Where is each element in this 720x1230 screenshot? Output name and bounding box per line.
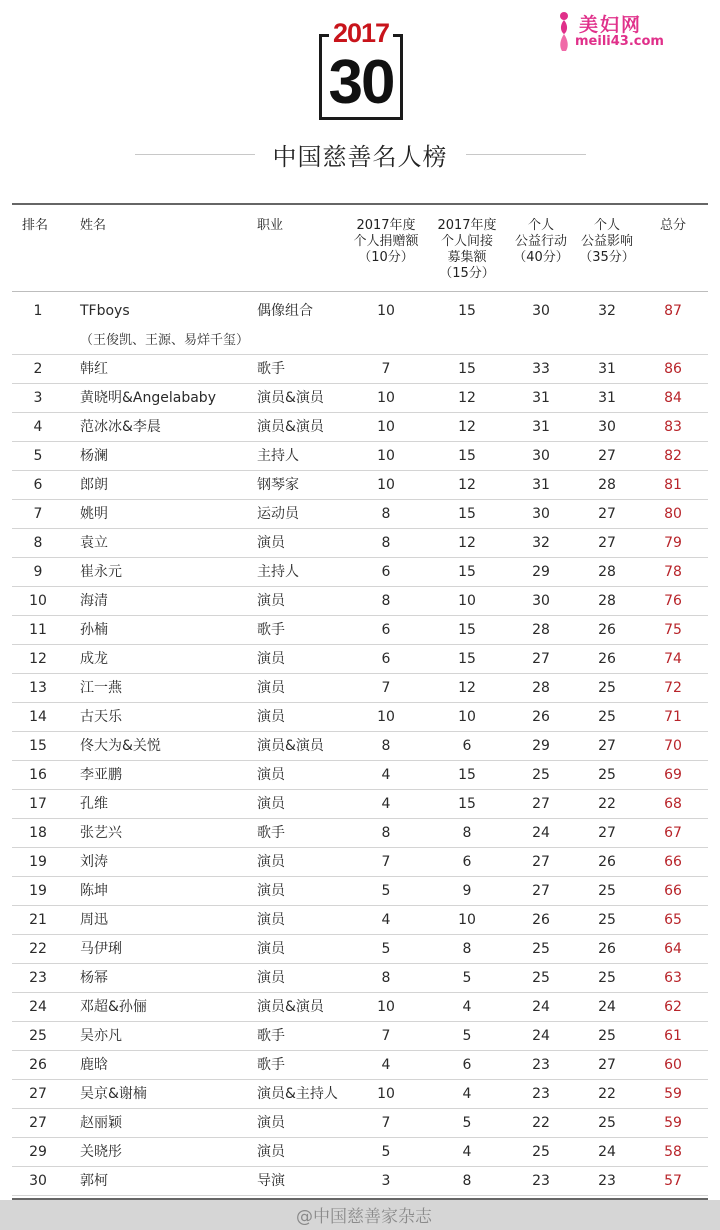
action-score-cell: 30 xyxy=(532,506,550,522)
influence-score-cell: 25 xyxy=(598,709,616,725)
action-score-cell: 27 xyxy=(532,796,550,812)
name-cell: 成龙 xyxy=(80,651,108,667)
influence-score-cell: 25 xyxy=(598,912,616,928)
action-score-cell: 30 xyxy=(532,303,550,319)
action-score-cell: 30 xyxy=(532,448,550,464)
donation-score-cell: 7 xyxy=(381,361,391,377)
name-cell: 吴亦凡 xyxy=(80,1028,122,1044)
table-row xyxy=(12,848,708,877)
influence-score-cell: 28 xyxy=(598,593,616,609)
table-row xyxy=(12,819,708,848)
name-cell: 杨澜 xyxy=(80,448,108,464)
donation-score-cell: 4 xyxy=(381,796,391,812)
rank-cell: 8 xyxy=(33,535,43,551)
name-cell: 古天乐 xyxy=(80,709,122,725)
name-cell: 海清 xyxy=(80,593,108,609)
action-score-cell: 29 xyxy=(532,738,550,754)
occupation-cell: 演员 xyxy=(257,1115,285,1131)
total-score-cell: 62 xyxy=(664,999,682,1015)
influence-score-cell: 24 xyxy=(598,999,616,1015)
total-score-cell: 59 xyxy=(664,1086,682,1102)
rank-cell: 5 xyxy=(33,448,43,464)
name-cell: 陈坤 xyxy=(80,883,108,899)
action-score-cell: 28 xyxy=(532,680,550,696)
name-cell: 杨幂 xyxy=(80,970,108,986)
donation-score-cell: 7 xyxy=(381,680,391,696)
table-row xyxy=(12,1022,708,1051)
action-score-cell: 23 xyxy=(532,1086,550,1102)
table-row xyxy=(12,1167,708,1196)
rank-cell: 6 xyxy=(33,477,43,493)
header-donation: 2017年度 个人捐赠额 （10分） xyxy=(353,218,419,265)
header-job: 职业 xyxy=(257,218,284,233)
raised-score-cell: 4 xyxy=(462,1144,472,1160)
watermark-url: meili43.com xyxy=(575,34,664,49)
total-score-cell: 72 xyxy=(664,680,682,696)
occupation-cell: 演员&演员 xyxy=(257,738,324,754)
action-score-cell: 25 xyxy=(532,941,550,957)
influence-score-cell: 22 xyxy=(598,796,616,812)
occupation-cell: 歌手 xyxy=(257,825,285,841)
rank-cell: 19 xyxy=(29,854,47,870)
occupation-cell: 演员 xyxy=(257,854,285,870)
table-row xyxy=(12,587,708,616)
total-score-cell: 58 xyxy=(664,1144,682,1160)
name-cell: 黄晓明&Angelababy xyxy=(80,390,216,406)
influence-score-cell: 25 xyxy=(598,1028,616,1044)
action-score-cell: 31 xyxy=(532,477,550,493)
occupation-cell: 运动员 xyxy=(257,506,299,522)
ranking-table-body xyxy=(12,292,708,1196)
badge-number: 30 xyxy=(328,48,394,117)
table-row xyxy=(12,935,708,964)
donation-score-cell: 10 xyxy=(377,709,395,725)
occupation-cell: 钢琴家 xyxy=(257,477,299,493)
donation-score-cell: 8 xyxy=(381,506,391,522)
rank-cell: 17 xyxy=(29,796,47,812)
name-cell: 孙楠 xyxy=(80,622,108,638)
table-row xyxy=(12,877,708,906)
table-row xyxy=(12,413,708,442)
rank-cell: 23 xyxy=(29,970,47,986)
rank-cell: 21 xyxy=(29,912,47,928)
table-row xyxy=(12,732,708,761)
occupation-cell: 演员 xyxy=(257,1144,285,1160)
action-score-cell: 24 xyxy=(532,1028,550,1044)
total-score-cell: 76 xyxy=(664,593,682,609)
raised-score-cell: 8 xyxy=(462,941,472,957)
raised-score-cell: 12 xyxy=(458,390,476,406)
influence-score-cell: 26 xyxy=(598,622,616,638)
donation-score-cell: 10 xyxy=(377,477,395,493)
action-score-cell: 29 xyxy=(532,564,550,580)
occupation-cell: 演员 xyxy=(257,883,285,899)
table-row xyxy=(12,645,708,674)
rank-cell: 15 xyxy=(29,738,47,754)
occupation-cell: 演员 xyxy=(257,593,285,609)
raised-score-cell: 15 xyxy=(458,506,476,522)
influence-score-cell: 27 xyxy=(598,738,616,754)
table-row xyxy=(12,964,708,993)
rank-cell: 26 xyxy=(29,1057,47,1073)
header-action: 个人 公益行动 （40分） xyxy=(513,218,569,265)
action-score-cell: 24 xyxy=(532,825,550,841)
rank-cell: 18 xyxy=(29,825,47,841)
occupation-cell: 歌手 xyxy=(257,622,285,638)
name-cell: 邓超&孙俪 xyxy=(80,999,147,1015)
total-score-cell: 86 xyxy=(664,361,682,377)
influence-score-cell: 25 xyxy=(598,680,616,696)
rank-cell: 24 xyxy=(29,999,47,1015)
raised-score-cell: 15 xyxy=(458,767,476,783)
table-row xyxy=(12,616,708,645)
influence-score-cell: 31 xyxy=(598,361,616,377)
group-members-cell: （王俊凯、王源、易烊千玺） xyxy=(80,333,250,348)
raised-score-cell: 6 xyxy=(462,1057,472,1073)
total-score-cell: 69 xyxy=(664,767,682,783)
table-top-rule xyxy=(12,203,708,205)
rank-cell: 1 xyxy=(33,303,43,319)
total-score-cell: 78 xyxy=(664,564,682,580)
raised-score-cell: 15 xyxy=(458,651,476,667)
occupation-cell: 演员&演员 xyxy=(257,419,324,435)
table-row xyxy=(12,292,708,355)
year-badge xyxy=(319,18,403,120)
total-score-cell: 80 xyxy=(664,506,682,522)
raised-score-cell: 12 xyxy=(458,535,476,551)
donation-score-cell: 4 xyxy=(381,912,391,928)
total-score-cell: 87 xyxy=(664,303,682,319)
header-raised: 2017年度 个人间接 募集额 （15分） xyxy=(437,218,497,281)
name-cell: 郎朗 xyxy=(80,477,108,493)
total-score-cell: 81 xyxy=(664,477,682,493)
total-score-cell: 64 xyxy=(664,941,682,957)
influence-score-cell: 24 xyxy=(598,1144,616,1160)
occupation-cell: 演员 xyxy=(257,796,285,812)
donation-score-cell: 8 xyxy=(381,593,391,609)
donation-score-cell: 7 xyxy=(381,1115,391,1131)
name-cell: 周迅 xyxy=(80,912,108,928)
rank-cell: 4 xyxy=(33,419,43,435)
raised-score-cell: 12 xyxy=(458,477,476,493)
name-cell: 吴京&谢楠 xyxy=(80,1086,147,1102)
total-score-cell: 61 xyxy=(664,1028,682,1044)
occupation-cell: 导演 xyxy=(257,1173,285,1189)
header-rank: 排名 xyxy=(22,218,49,233)
name-cell: 孔维 xyxy=(80,796,108,812)
table-row xyxy=(12,1080,708,1109)
donation-score-cell: 8 xyxy=(381,970,391,986)
influence-score-cell: 32 xyxy=(598,303,616,319)
rank-cell: 10 xyxy=(29,593,47,609)
name-cell: 李亚鹏 xyxy=(80,767,122,783)
action-score-cell: 27 xyxy=(532,883,550,899)
total-score-cell: 57 xyxy=(664,1173,682,1189)
total-score-cell: 74 xyxy=(664,651,682,667)
influence-score-cell: 26 xyxy=(598,854,616,870)
raised-score-cell: 5 xyxy=(462,1115,472,1131)
rank-cell: 3 xyxy=(33,390,43,406)
influence-score-cell: 25 xyxy=(598,767,616,783)
rank-cell: 9 xyxy=(33,564,43,580)
occupation-cell: 偶像组合 xyxy=(257,303,313,319)
donation-score-cell: 8 xyxy=(381,738,391,754)
table-row xyxy=(12,384,708,413)
raised-score-cell: 4 xyxy=(462,999,472,1015)
action-score-cell: 22 xyxy=(532,1115,550,1131)
rank-cell: 13 xyxy=(29,680,47,696)
total-score-cell: 84 xyxy=(664,390,682,406)
raised-score-cell: 5 xyxy=(462,1028,472,1044)
total-score-cell: 71 xyxy=(664,709,682,725)
page-title: 中国慈善名人榜 xyxy=(272,143,448,171)
donation-score-cell: 10 xyxy=(377,419,395,435)
influence-score-cell: 27 xyxy=(598,825,616,841)
influence-score-cell: 27 xyxy=(598,535,616,551)
occupation-cell: 演员 xyxy=(257,970,285,986)
action-score-cell: 23 xyxy=(532,1057,550,1073)
donation-score-cell: 4 xyxy=(381,1057,391,1073)
header-influence: 个人 公益影响 （35分） xyxy=(579,218,635,265)
donation-score-cell: 10 xyxy=(377,999,395,1015)
table-row xyxy=(12,355,708,384)
raised-score-cell: 8 xyxy=(462,825,472,841)
raised-score-cell: 12 xyxy=(458,419,476,435)
raised-score-cell: 4 xyxy=(462,1086,472,1102)
woman-figure-icon xyxy=(553,10,575,52)
influence-score-cell: 23 xyxy=(598,1173,616,1189)
donation-score-cell: 6 xyxy=(381,651,391,667)
table-row xyxy=(12,1109,708,1138)
rank-cell: 25 xyxy=(29,1028,47,1044)
name-cell: 关晓彤 xyxy=(80,1144,122,1160)
total-score-cell: 60 xyxy=(664,1057,682,1073)
influence-score-cell: 27 xyxy=(598,1057,616,1073)
raised-score-cell: 9 xyxy=(462,883,472,899)
name-cell: 范冰冰&李晨 xyxy=(80,419,161,435)
raised-score-cell: 10 xyxy=(458,593,476,609)
action-score-cell: 24 xyxy=(532,999,550,1015)
rank-cell: 16 xyxy=(29,767,47,783)
table-row xyxy=(12,1138,708,1167)
table-row xyxy=(12,674,708,703)
table-row xyxy=(12,761,708,790)
influence-score-cell: 28 xyxy=(598,477,616,493)
influence-score-cell: 26 xyxy=(598,941,616,957)
action-score-cell: 28 xyxy=(532,622,550,638)
table-row xyxy=(12,703,708,732)
rank-cell: 11 xyxy=(29,622,47,638)
rank-cell: 2 xyxy=(33,361,43,377)
name-cell: 姚明 xyxy=(80,506,108,522)
name-cell: 江一燕 xyxy=(80,680,122,696)
influence-score-cell: 28 xyxy=(598,564,616,580)
table-row xyxy=(12,558,708,587)
weibo-credit xyxy=(296,1202,432,1227)
action-score-cell: 32 xyxy=(532,535,550,551)
table-row xyxy=(12,1051,708,1080)
table-row xyxy=(12,500,708,529)
raised-score-cell: 12 xyxy=(458,680,476,696)
occupation-cell: 演员 xyxy=(257,941,285,957)
donation-score-cell: 8 xyxy=(381,825,391,841)
donation-score-cell: 3 xyxy=(381,1173,391,1189)
site-watermark xyxy=(553,8,713,54)
action-score-cell: 27 xyxy=(532,651,550,667)
action-score-cell: 25 xyxy=(532,970,550,986)
total-score-cell: 67 xyxy=(664,825,682,841)
rank-cell: 19 xyxy=(29,883,47,899)
name-cell: 袁立 xyxy=(80,535,108,551)
rank-cell: 12 xyxy=(29,651,47,667)
action-score-cell: 31 xyxy=(532,419,550,435)
occupation-cell: 歌手 xyxy=(257,1028,285,1044)
total-score-cell: 79 xyxy=(664,535,682,551)
donation-score-cell: 4 xyxy=(381,767,391,783)
donation-score-cell: 7 xyxy=(381,1028,391,1044)
occupation-cell: 演员 xyxy=(257,709,285,725)
name-cell: 刘涛 xyxy=(80,854,108,870)
raised-score-cell: 10 xyxy=(458,709,476,725)
table-row xyxy=(12,906,708,935)
action-score-cell: 31 xyxy=(532,390,550,406)
name-cell: 韩红 xyxy=(80,361,108,377)
name-cell: TFboys xyxy=(80,303,130,319)
raised-score-cell: 6 xyxy=(462,854,472,870)
occupation-cell: 主持人 xyxy=(257,448,299,464)
occupation-cell: 歌手 xyxy=(257,1057,285,1073)
table-row xyxy=(12,529,708,558)
influence-score-cell: 25 xyxy=(598,883,616,899)
credit-text: @中国慈善家杂志 xyxy=(296,1207,432,1227)
name-cell: 张艺兴 xyxy=(80,825,122,841)
rank-cell: 7 xyxy=(33,506,43,522)
total-score-cell: 70 xyxy=(664,738,682,754)
raised-score-cell: 5 xyxy=(462,970,472,986)
total-score-cell: 63 xyxy=(664,970,682,986)
influence-score-cell: 27 xyxy=(598,506,616,522)
occupation-cell: 演员 xyxy=(257,651,285,667)
donation-score-cell: 5 xyxy=(381,941,391,957)
total-score-cell: 66 xyxy=(664,883,682,899)
header-total: 总分 xyxy=(659,218,686,233)
watermark-site-name: 美妇网 xyxy=(579,14,643,36)
influence-score-cell: 22 xyxy=(598,1086,616,1102)
raised-score-cell: 15 xyxy=(458,796,476,812)
badge-year: 2017 xyxy=(332,18,390,48)
rank-cell: 14 xyxy=(29,709,47,725)
action-score-cell: 25 xyxy=(532,1144,550,1160)
total-score-cell: 66 xyxy=(664,854,682,870)
raised-score-cell: 15 xyxy=(458,361,476,377)
action-score-cell: 26 xyxy=(532,709,550,725)
influence-score-cell: 25 xyxy=(598,970,616,986)
influence-score-cell: 26 xyxy=(598,651,616,667)
name-cell: 马伊琍 xyxy=(80,941,122,957)
donation-score-cell: 7 xyxy=(381,854,391,870)
total-score-cell: 83 xyxy=(664,419,682,435)
occupation-cell: 演员&主持人 xyxy=(257,1086,338,1102)
rank-cell: 29 xyxy=(29,1144,47,1160)
raised-score-cell: 8 xyxy=(462,1173,472,1189)
donation-score-cell: 10 xyxy=(377,390,395,406)
occupation-cell: 演员 xyxy=(257,767,285,783)
table-row xyxy=(12,471,708,500)
action-score-cell: 26 xyxy=(532,912,550,928)
influence-score-cell: 27 xyxy=(598,448,616,464)
occupation-cell: 歌手 xyxy=(257,361,285,377)
raised-score-cell: 15 xyxy=(458,303,476,319)
rank-cell: 30 xyxy=(29,1173,47,1189)
table-row xyxy=(12,993,708,1022)
donation-score-cell: 8 xyxy=(381,535,391,551)
action-score-cell: 25 xyxy=(532,767,550,783)
raised-score-cell: 15 xyxy=(458,622,476,638)
occupation-cell: 演员 xyxy=(257,535,285,551)
total-score-cell: 59 xyxy=(664,1115,682,1131)
occupation-cell: 演员&演员 xyxy=(257,390,324,406)
influence-score-cell: 30 xyxy=(598,419,616,435)
raised-score-cell: 15 xyxy=(458,448,476,464)
donation-score-cell: 10 xyxy=(377,1086,395,1102)
total-score-cell: 82 xyxy=(664,448,682,464)
header-name: 姓名 xyxy=(80,218,107,233)
name-cell: 郭柯 xyxy=(80,1173,108,1189)
rank-cell: 27 xyxy=(29,1115,47,1131)
name-cell: 崔永元 xyxy=(80,564,122,580)
action-score-cell: 33 xyxy=(532,361,550,377)
total-score-cell: 65 xyxy=(664,912,682,928)
rank-cell: 27 xyxy=(29,1086,47,1102)
action-score-cell: 23 xyxy=(532,1173,550,1189)
raised-score-cell: 15 xyxy=(458,564,476,580)
table-row xyxy=(12,442,708,471)
influence-score-cell: 25 xyxy=(598,1115,616,1131)
raised-score-cell: 10 xyxy=(458,912,476,928)
total-score-cell: 68 xyxy=(664,796,682,812)
rank-cell: 22 xyxy=(29,941,47,957)
donation-score-cell: 10 xyxy=(377,303,395,319)
occupation-cell: 主持人 xyxy=(257,564,299,580)
raised-score-cell: 6 xyxy=(462,738,472,754)
action-score-cell: 27 xyxy=(532,854,550,870)
influence-score-cell: 31 xyxy=(598,390,616,406)
donation-score-cell: 6 xyxy=(381,622,391,638)
total-score-cell: 75 xyxy=(664,622,682,638)
name-cell: 佟大为&关悦 xyxy=(80,738,161,754)
donation-score-cell: 10 xyxy=(377,448,395,464)
occupation-cell: 演员 xyxy=(257,680,285,696)
name-cell: 赵丽颖 xyxy=(80,1115,122,1131)
occupation-cell: 演员&演员 xyxy=(257,999,324,1015)
action-score-cell: 30 xyxy=(532,593,550,609)
occupation-cell: 演员 xyxy=(257,912,285,928)
donation-score-cell: 5 xyxy=(381,883,391,899)
table-row xyxy=(12,790,708,819)
donation-score-cell: 5 xyxy=(381,1144,391,1160)
name-cell: 鹿晗 xyxy=(80,1057,108,1073)
donation-score-cell: 6 xyxy=(381,564,391,580)
